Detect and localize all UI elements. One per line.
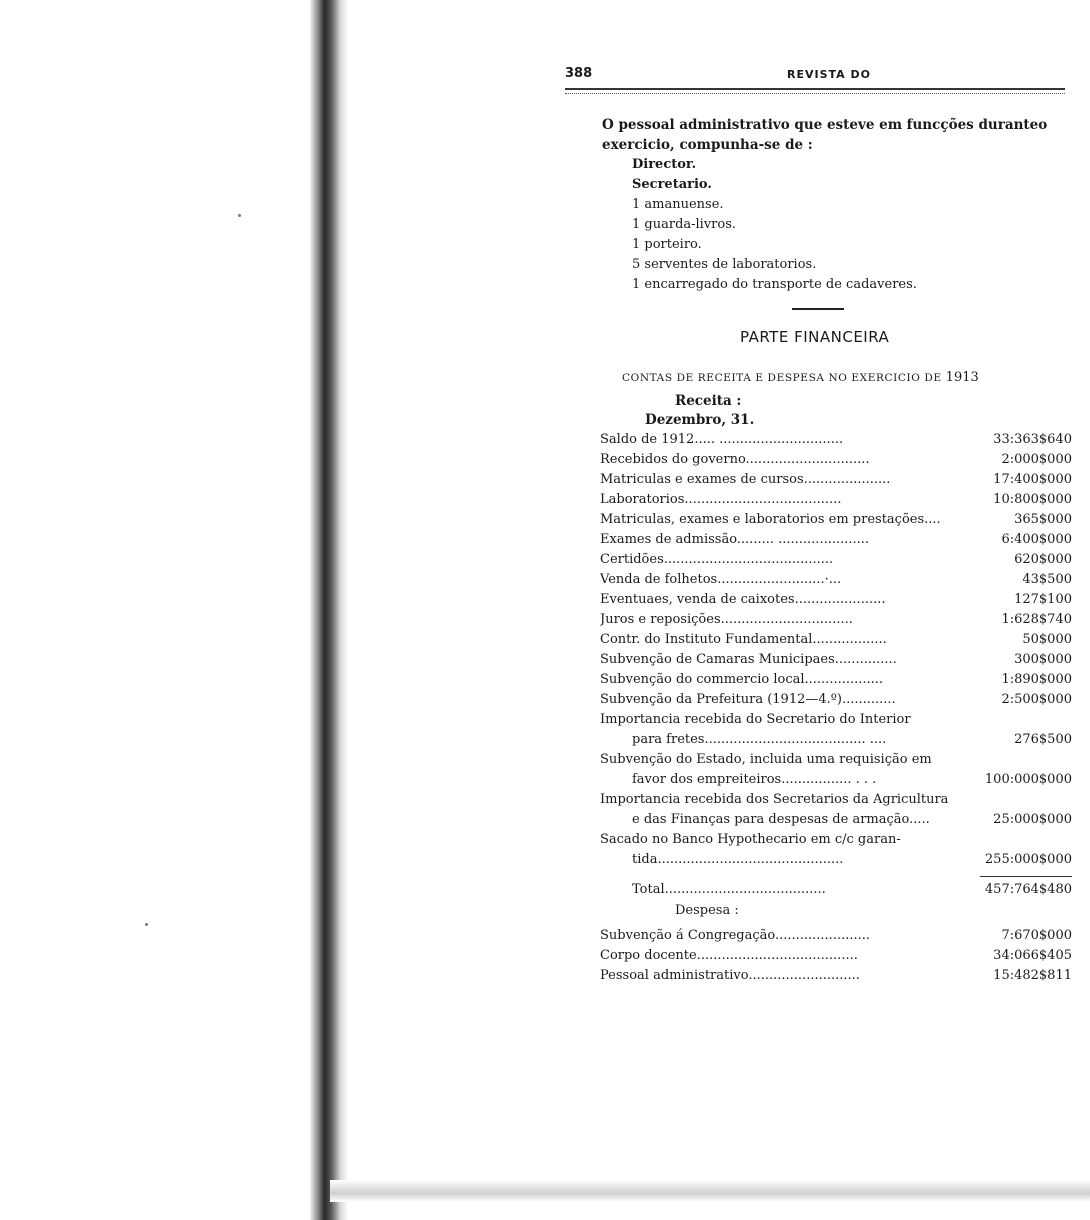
receita-label: Receita : xyxy=(675,393,742,409)
total-amount: 457:764$480 xyxy=(984,882,1072,897)
ledger-label: Corpo docente....................................... xyxy=(600,948,858,963)
section-title: PARTE FINANCEIRA xyxy=(740,328,890,346)
ledger-label: Recebidos do governo.............................. xyxy=(600,452,870,467)
ledger-amount: 620$000 xyxy=(1014,552,1072,567)
ledger-amount: 50$000 xyxy=(1022,632,1072,647)
staff-item: Director. xyxy=(632,157,697,172)
ledger-multiline-first: Sacado no Banco Hypothecario em c/c garan- xyxy=(600,832,901,847)
ledger-label: Subvenção de Camaras Municipaes............... xyxy=(600,652,897,667)
page-header xyxy=(565,66,1070,90)
ledger-multiline-first: Subvenção do Estado, incluida uma requisição em xyxy=(600,752,932,767)
intro-paragraph-line-2: exercicio, compunha-se de : xyxy=(602,137,813,153)
subsection-year: 1913 xyxy=(945,370,979,385)
header-rule xyxy=(565,88,1065,94)
subsection-title xyxy=(622,370,979,385)
ledger-label: favor dos empreiteiros................. . . . xyxy=(632,772,877,787)
ledger-label: Venda de folhetos..........................·... xyxy=(600,572,842,587)
ledger-amount: 2:500$000 xyxy=(1001,692,1072,707)
ledger-label: Saldo de 1912..... .............................. xyxy=(600,432,844,447)
ledger-amount: 17:400$000 xyxy=(993,472,1072,487)
ledger-multiline-first: Importancia recebida do Secretario do Interior xyxy=(600,712,911,727)
ledger-amount: 10:800$000 xyxy=(993,492,1072,507)
ledger-label: Subvenção do commercio local................... xyxy=(600,672,884,687)
ledger-amount: 6:400$000 xyxy=(1001,532,1072,547)
ledger-amount: 365$000 xyxy=(1014,512,1072,527)
page-number: 388 xyxy=(565,66,593,81)
ledger-label: Matriculas, exames e laboratorios em prestações.... xyxy=(600,512,941,527)
ledger-amount: 43$500 xyxy=(1022,572,1072,587)
ledger-multiline-first: Importancia recebida dos Secretarios da Agricultura xyxy=(600,792,949,807)
running-head: REVISTA DO xyxy=(787,68,871,81)
ledger-label: para fretes....................................... .... xyxy=(632,732,887,747)
ledger-amount: 1:890$000 xyxy=(1001,672,1072,687)
ledger-label: Juros e reposições................................ xyxy=(600,612,853,627)
speck-mark xyxy=(145,923,148,926)
speck-mark xyxy=(238,214,241,217)
staff-item: 1 amanuense. xyxy=(632,197,724,212)
total-label: Total....................................... xyxy=(632,882,826,897)
ledger-label: Subvenção da Prefeitura (1912—4.º)............. xyxy=(600,692,896,707)
ledger-amount: 25:000$000 xyxy=(993,812,1072,827)
ledger-amount: 34:066$405 xyxy=(993,948,1072,963)
staff-item: 5 serventes de laboratorios. xyxy=(632,257,817,272)
total-rule xyxy=(980,876,1072,877)
date-label: Dezembro, 31. xyxy=(645,412,755,428)
ledger-amount: 276$500 xyxy=(1014,732,1072,747)
ledger-amount: 1:628$740 xyxy=(1001,612,1072,627)
subsection-title-text: CONTAS DE RECEITA E DESPESA NO EXERCICIO DE xyxy=(622,372,942,384)
ledger-amount: 15:482$811 xyxy=(993,968,1072,983)
ledger-label: Contr. do Instituto Fundamental.................. xyxy=(600,632,887,647)
left-margin xyxy=(0,0,310,1220)
ledger-label: Eventuaes, venda de caixotes...................... xyxy=(600,592,886,607)
ledger-label: Pessoal administrativo........................... xyxy=(600,968,860,983)
ledger-amount: 100:000$000 xyxy=(984,772,1072,787)
ledger-amount: 7:670$000 xyxy=(1001,928,1072,943)
staff-item: 1 guarda-livros. xyxy=(632,217,737,232)
ledger-label: Certidões......................................... xyxy=(600,552,834,567)
ledger-amount: 300$000 xyxy=(1014,652,1072,667)
ledger-label: Matriculas e exames de cursos..................... xyxy=(600,472,891,487)
staff-list xyxy=(632,155,917,295)
ledger-label: Laboratorios...................................... xyxy=(600,492,842,507)
intro-paragraph-line-1: O pessoal administrativo que esteve em funcções duranteo xyxy=(602,117,1048,133)
ledger-amount: 2:000$000 xyxy=(1001,452,1072,467)
ledger-label: Exames de admissão......... ...................... xyxy=(600,532,870,547)
despesa-label: Despesa : xyxy=(675,903,739,918)
staff-item: Secretario. xyxy=(632,177,712,192)
section-separator xyxy=(792,308,844,310)
ledger-amount: 33:363$640 xyxy=(993,432,1072,447)
ledger-amount: 127$100 xyxy=(1014,592,1072,607)
page-bottom-fold xyxy=(330,1180,1090,1202)
staff-item: 1 encarregado do transporte de cadaveres. xyxy=(632,277,917,292)
ledger-label: tida............................................. xyxy=(632,852,844,867)
ledger-label: e das Finanças para despesas de armação..... xyxy=(632,812,930,827)
ledger-label: Subvenção á Congregação....................... xyxy=(600,928,871,943)
staff-item: 1 porteiro. xyxy=(632,237,702,252)
book-spine-shadow xyxy=(310,0,348,1220)
ledger-amount: 255:000$000 xyxy=(984,852,1072,867)
